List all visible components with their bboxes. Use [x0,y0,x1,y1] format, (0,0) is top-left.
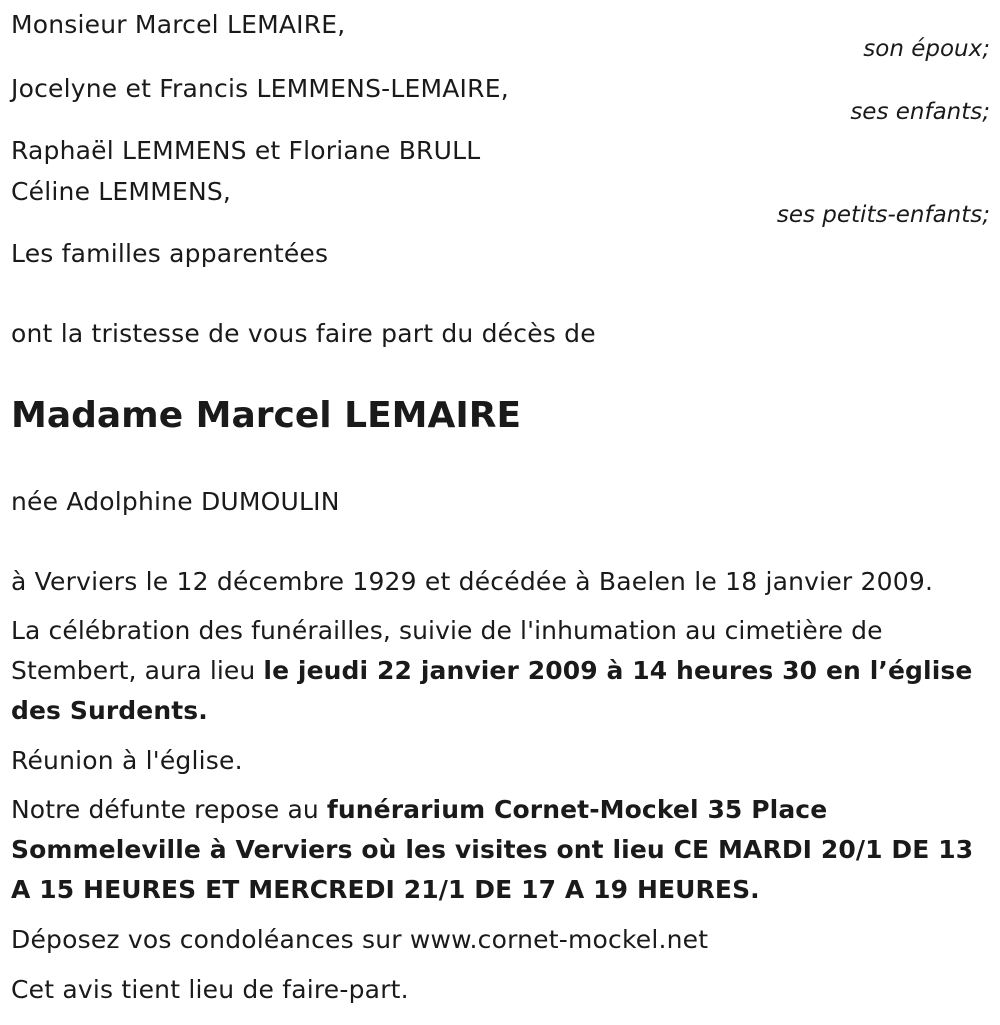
children-role: ses enfants; [850,99,990,125]
husband-name: Monsieur Marcel LEMAIRE, [11,10,346,39]
grandchild-1: Raphaël LEMMENS et Floriane BRULL [11,136,481,165]
condolences-note: Déposez vos condoléances sur www.cornet-mockel.net [11,925,709,954]
closing-note: Cet avis tient lieu de faire-part. [11,975,409,1004]
grandchild-2: Céline LEMMENS, [11,177,232,206]
relatives: Les familles apparentées [11,239,329,268]
meeting-note: Réunion à l'église. [11,746,243,775]
funeral-intro: La célébration des funérailles, suivie de l'inhumation au cimetière de Stembert, aura lieu [11,616,883,685]
funeral-details: le jeudi 22 janvier 2009 à 14 heures 30 en l’église des Surdents. [11,656,973,725]
visit-intro: Notre défunte repose au [11,795,327,824]
grandchildren-role: ses petits-enfants; [776,202,990,228]
birth-name: née Adolphine DUMOULIN [11,487,340,516]
funeral-paragraph [11,611,986,731]
visit-details: funérarium Cornet-Mockel 35 Place Sommeleville à Verviers où les visites ont lieu CE MARDI 20/1 DE 13 A 15 HEURES ET MERCREDI 21/1 DE 17 A 19 HEURES. [11,795,974,904]
deceased-name: Madame Marcel LEMAIRE [11,395,522,436]
husband-role: son époux; [863,36,990,62]
children-name: Jocelyne et Francis LEMMENS-LEMAIRE, [11,74,509,103]
announcement: ont la tristesse de vous faire part du décès de [11,319,596,348]
life-dates: à Verviers le 12 décembre 1929 et décédée à Baelen le 18 janvier 2009. [11,567,934,596]
visit-paragraph [11,790,986,910]
